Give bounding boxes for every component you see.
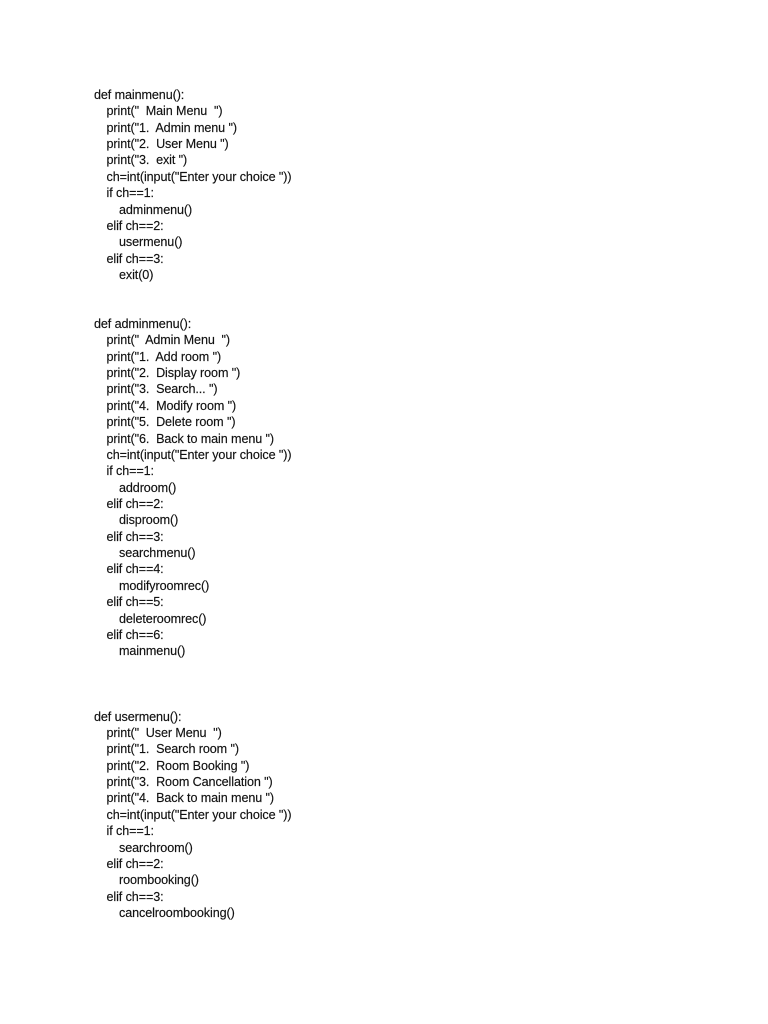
code-line: cancelroombooking() [119,905,235,920]
code-line: print(" Admin Menu ") [106,333,231,348]
code-line: elif ch==3: [106,529,164,544]
code-line: def mainmenu(): [94,88,185,102]
code-line: def usermenu(): [94,709,182,724]
code-line: print("6. Back to main menu ") [106,431,275,446]
code-line: elif ch==3: [106,889,164,904]
code-line: elif ch==2: [106,496,164,511]
code-line: if ch==1: [106,824,154,839]
code-line: elif ch==3: [106,251,164,266]
code-line: if ch==1: [106,464,154,479]
code-line: print("2. User Menu ") [106,137,229,152]
code-line: ch=int(input("Enter your choice ")) [106,447,292,462]
code-line: print("3. Search... ") [106,382,218,397]
code-line: print("4. Back to main menu ") [106,791,275,806]
code-line: elif ch==2: [106,856,164,871]
code-line: searchmenu() [119,546,196,561]
code-line: print("1. Add room ") [106,349,222,364]
code-line: mainmenu() [119,644,186,659]
code-line: searchroom() [119,840,193,855]
code-line: addroom() [119,480,177,495]
code-line: elif ch==2: [106,218,164,233]
code-line [94,283,291,299]
code-line: print("2. Display room ") [106,366,241,381]
code-line: usermenu() [119,235,183,250]
code-line: elif ch==4: [106,562,164,577]
code-block [94,87,291,921]
code-line: adminmenu() [119,202,193,217]
code-line: print("3. Room Cancellation ") [106,775,273,790]
code-line: ch=int(input("Enter your choice ")) [106,169,292,184]
code-line [94,660,291,676]
code-line [94,300,291,316]
code-line: deleteroomrec() [119,611,207,626]
code-line: print(" User Menu ") [106,726,222,741]
code-line: print("4. Modify room ") [106,398,237,413]
code-line: print("3. exit ") [106,153,188,168]
code-line: print("1. Search room ") [106,742,239,757]
code-line: print("1. Admin menu ") [106,120,237,135]
code-line [94,676,291,692]
code-line: exit(0) [119,267,154,282]
code-line: roombooking() [119,873,199,888]
code-line: if ch==1: [106,186,154,201]
code-line [94,692,291,708]
code-line: ch=int(input("Enter your choice ")) [106,807,292,822]
code-line: print(" Main Menu ") [106,104,223,119]
code-line: elif ch==5: [106,595,164,610]
code-line: modifyroomrec() [119,578,210,593]
code-line: disproom() [119,513,179,528]
code-line: print("5. Delete room ") [106,415,236,430]
code-line: def adminmenu(): [94,317,192,332]
code-line: print("2. Room Booking ") [106,758,250,773]
code-line: elif ch==6: [106,627,164,642]
